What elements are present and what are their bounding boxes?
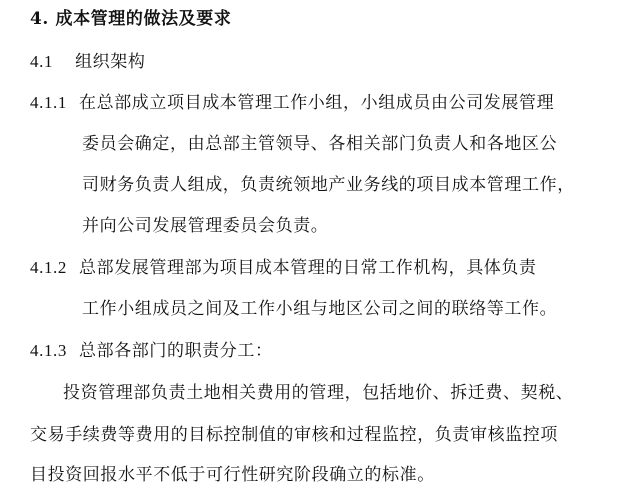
item-text: 在总部成立项目成本管理工作小组，小组成员由公司发展管理	[79, 93, 555, 113]
item-4-1-2-line-2: 工作小组成员之间及工作小组与地区公司之间的联络等工作。	[82, 299, 558, 319]
item-number: 4.1.2	[30, 258, 67, 277]
item-4-1-3-line-1	[30, 340, 273, 362]
item-number: 4.1.1	[30, 93, 67, 112]
item-text: 总部各部门的职责分工：	[79, 341, 273, 361]
paragraph-line-1: 投资管理部负责土地相关费用的管理，包括地价、拆迁费、契税、	[63, 383, 574, 403]
item-4-1-1-line-4: 并向公司发展管理委员会负责。	[82, 216, 329, 236]
subsection-heading	[30, 51, 145, 73]
item-number: 4.1.3	[30, 341, 67, 360]
item-4-1-2-line-1	[30, 257, 537, 279]
paragraph-line-2: 交易手续费等费用的目标控制值的审核和过程监控，负责审核监控项	[30, 425, 558, 445]
item-4-1-1-line-2: 委员会确定，由总部主管领导、各相关部门负责人和各地区公	[82, 134, 558, 154]
subsection-title: 组织架构	[75, 52, 146, 72]
subsection-number: 4.1	[30, 52, 54, 71]
paragraph-line-3: 目投资回报水平不低于可行性研究阶段确立的标准。	[30, 465, 435, 485]
item-4-1-1-line-1	[30, 92, 554, 114]
item-4-1-1-line-3: 司财务负责人组成，负责统领地产业务线的项目成本管理工作，	[82, 175, 575, 195]
section-heading: 4. 成本管理的做法及要求	[30, 9, 232, 29]
item-text: 总部发展管理部为项目成本管理的日常工作机构，具体负责	[79, 258, 537, 278]
